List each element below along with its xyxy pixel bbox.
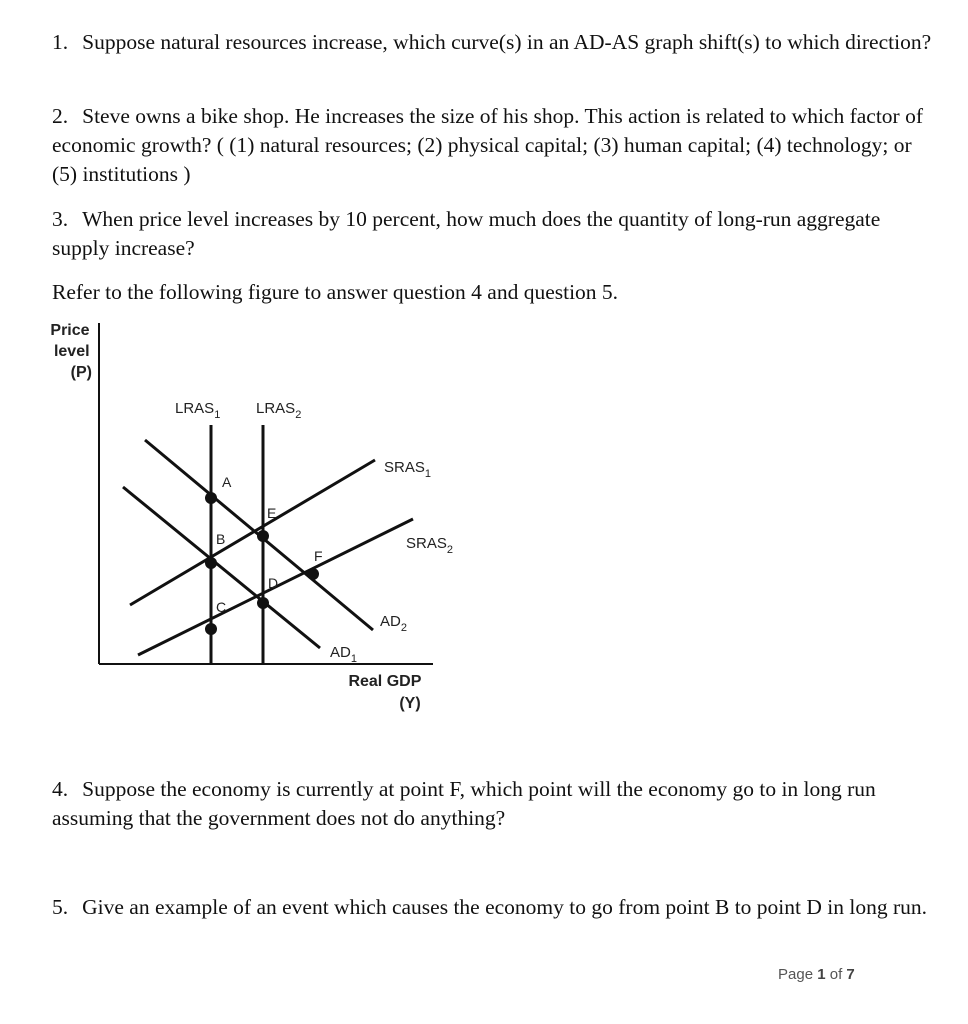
point-c-label: C bbox=[216, 599, 227, 615]
question-1: 1. Suppose natural resources increase, which curve(s) in an AD-AS graph shift(s) to which direction? bbox=[52, 30, 932, 54]
question-5: 5. Give an example of an event which causes the economy to go from point B to point D in long run. bbox=[52, 895, 928, 919]
point-a bbox=[205, 492, 217, 504]
point-d-marker bbox=[257, 530, 269, 542]
point-e-label: E bbox=[267, 505, 277, 521]
point-d-label: D bbox=[268, 575, 279, 591]
page-footer: Page 1 of 7 bbox=[778, 966, 855, 983]
question-2: 2. Steve owns a bike shop. He increases the size of his shop. This action is related to which factor of economic growth? ( (1) natural resources; (2) physical capital; (3) human capital; (4) technology; or (5) institutions ) bbox=[52, 104, 923, 186]
point-a-label: A bbox=[222, 474, 232, 490]
point-e-marker bbox=[257, 597, 269, 609]
ad2-label: $AD_2$ bbox=[380, 613, 407, 634]
y-axis-label: Price level (P) bbox=[50, 322, 92, 381]
point-f-label: F bbox=[314, 548, 323, 564]
question-4: 4. Suppose the economy is currently at point F, which point will the economy go to in long run assuming that the government does not do anything? bbox=[52, 777, 876, 830]
question-3: 3. When price level increases by 10 percent, how much does the quantity of long-run aggregate supply increase? bbox=[52, 207, 881, 260]
sras1-line bbox=[130, 460, 375, 605]
lras2-label: $LRAS_2$ bbox=[256, 400, 302, 421]
x-axis-label: Real GDP (Y) bbox=[348, 673, 422, 712]
point-b bbox=[205, 557, 217, 569]
ad1-label: $AD_1$ bbox=[330, 644, 357, 665]
point-b-label: B bbox=[216, 531, 226, 547]
sras2-label: $SRAS_2$ bbox=[406, 535, 453, 556]
ad-as-figure bbox=[50, 315, 490, 715]
point-f bbox=[307, 568, 319, 580]
sras1-label: $SRAS_1$ bbox=[384, 459, 431, 480]
refer-text: Refer to the following figure to answer question 4 and question 5. bbox=[52, 280, 619, 304]
point-c bbox=[205, 623, 217, 635]
lras1-label: $LRAS_1$ bbox=[175, 400, 221, 421]
